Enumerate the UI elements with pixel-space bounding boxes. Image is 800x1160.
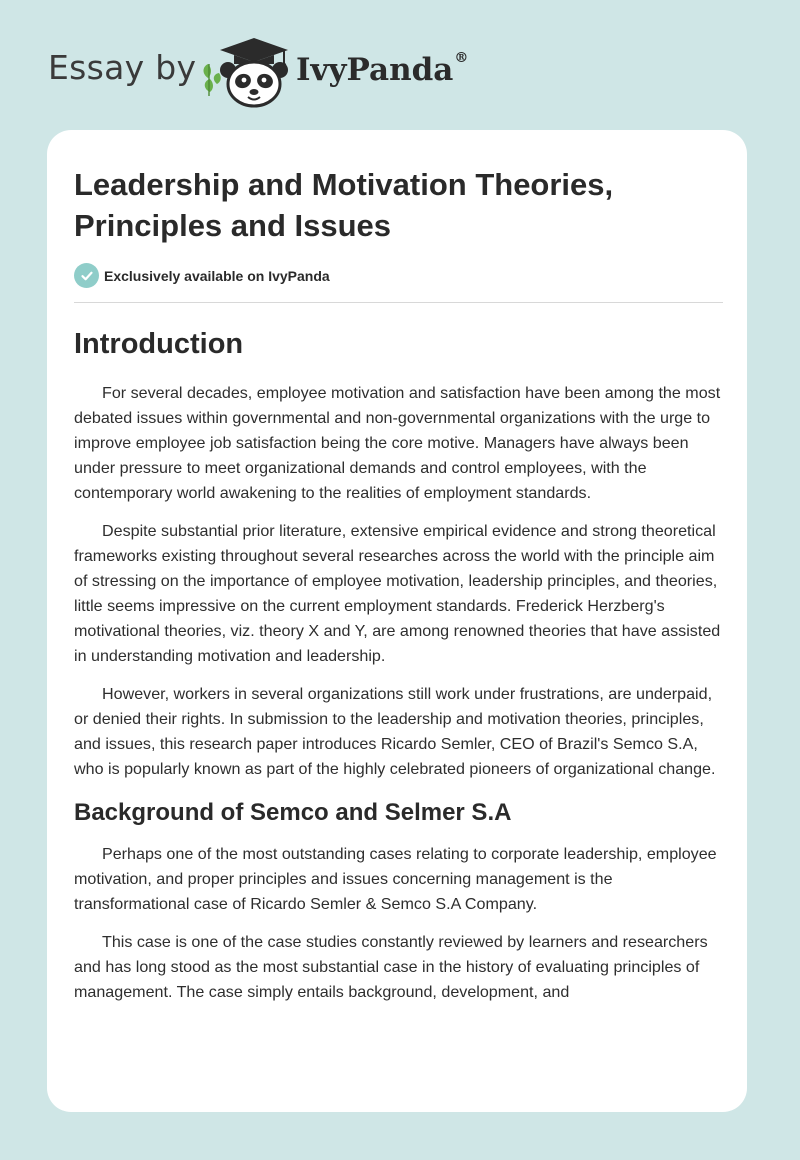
paragraph: Despite substantial prior literature, extensive empirical evidence and strong theoretical frameworks existing throughout several researches across the world with the principle aim of stressing on the importance of employee motivation, leadership principles, and theories, little seems impressive on the current employment standards. Frederick Herzberg's motivational theories, viz. theory X and Y, are among renowned theories that have assisted in understanding motivation and leadership.: [74, 522, 721, 665]
ivy-leaf-icon: [204, 64, 221, 96]
section-heading-introduction: Introduction: [74, 328, 244, 360]
registered-mark: ®: [454, 50, 469, 66]
essay-by-label: Essay by: [48, 48, 197, 87]
brand-text: IvyPanda: [296, 52, 454, 88]
section-heading-background: Background of Semco and Selmer S.A: [74, 799, 512, 826]
check-icon: [74, 263, 99, 288]
exclusive-badge: [74, 263, 330, 288]
essay-title: Leadership and Motivation Theories, Principles and Issues: [74, 167, 614, 243]
paragraph: Perhaps one of the most outstanding cases relating to corporate leadership, employee motivation, and proper principles and issues concerning management is the transformational case of Ricardo Semler & Semco S.A Company.: [74, 845, 717, 913]
paragraph: However, workers in several organizations still work under frustrations, are underpaid, or denied their rights. In submission to the leadership and motivation theories, principles, and issues, this research paper introduces Ricardo Semler, CEO of Brazil's Semco S.A, who is popularly known as part of the highly celebrated pioneers of organizational change.: [74, 685, 716, 778]
exclusive-label: Exclusively available on IvyPanda: [104, 267, 330, 284]
essay-body: [74, 320, 726, 1018]
brand-name[interactable]: [296, 52, 468, 88]
paragraph: For several decades, employee motivation and satisfaction have been among the most debated issues within governmental and non-governmental organizations with the urge to improve employee job satisfaction being the core motive. Managers have always been under pressure to meet organizational demands and control employees, with the contemporary world awakening to the realities of employment standards.: [74, 384, 721, 502]
site-header: [0, 0, 800, 120]
essay-card: [47, 130, 747, 1112]
panda-graduate-logo-icon[interactable]: [198, 34, 294, 110]
paragraph: This case is one of the case studies constantly reviewed by learners and researchers and has long stood as the most substantial case in the history of evaluating principles of management. The case simply entails background, development, and: [74, 933, 708, 1001]
title-divider: [74, 302, 723, 303]
